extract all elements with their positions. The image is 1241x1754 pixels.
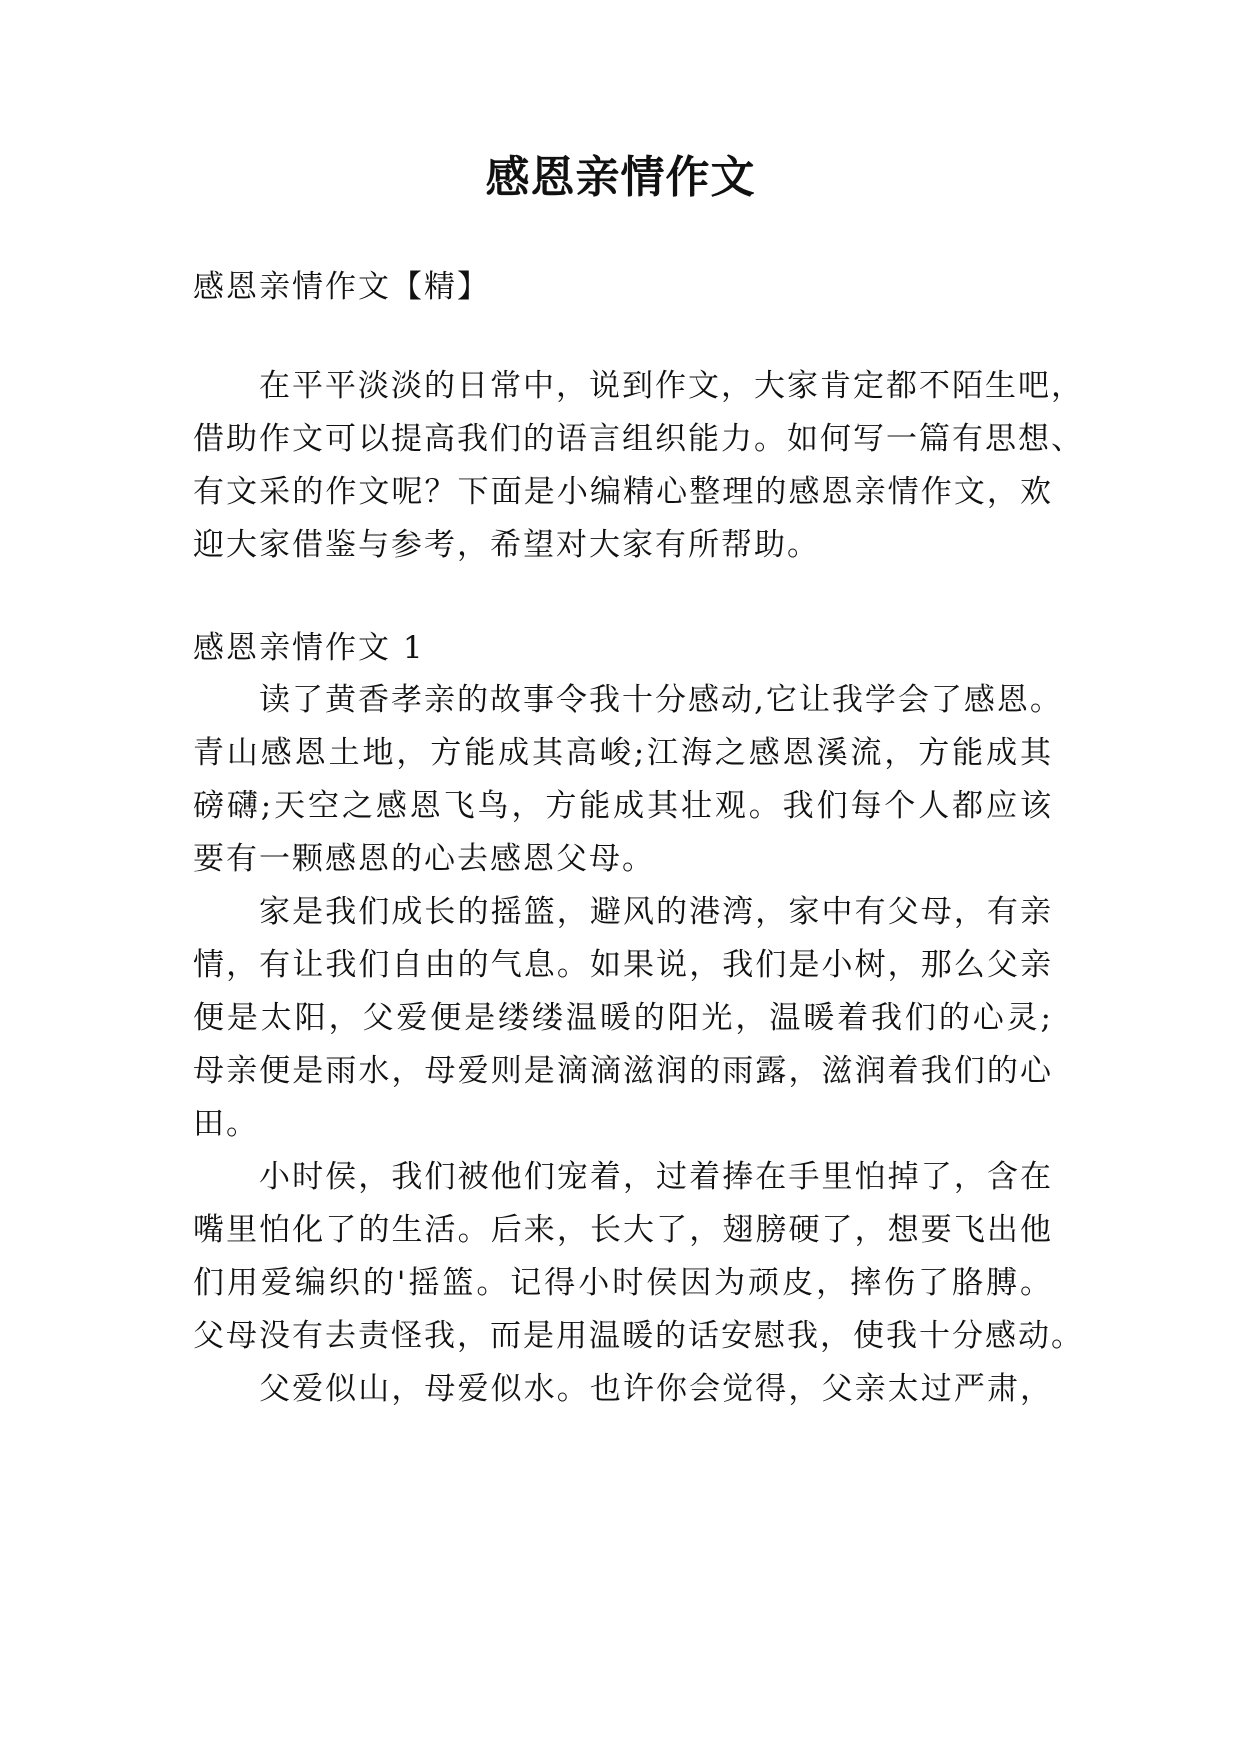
paragraph-line: 们用爱编织的'摇篮。记得小时侯因为顽皮，摔伤了胳膊。 (193, 1265, 1053, 1301)
paragraph-line: 青山感恩土地，方能成其高峻;江海之感恩溪流，方能成其 (193, 735, 1053, 771)
intro-line: 有文采的作文呢？下面是小编精心整理的感恩亲情作文，欢 (193, 474, 1053, 510)
paragraph-line: 家是我们成长的摇篮，避风的港湾，家中有父母，有亲 (259, 894, 1053, 930)
paragraph-line: 便是太阳，父爱便是缕缕温暖的阳光，温暖着我们的心灵; (193, 1000, 1053, 1036)
paragraph-line: 母亲便是雨水，母爱则是滴滴滋润的雨露，滋润着我们的心 (193, 1053, 1053, 1089)
paragraph-line: 要有一颗感恩的心去感恩父母。 (193, 841, 655, 877)
document-title: 感恩亲情作文 (485, 152, 756, 203)
paragraph-line: 父爱似山，母爱似水。也许你会觉得，父亲太过严肃， (259, 1371, 1053, 1407)
paragraph-line: 情，有让我们自由的气息。如果说，我们是小树，那么父亲 (193, 947, 1053, 983)
paragraph-line: 田。 (193, 1106, 259, 1142)
intro-line: 借助作文可以提高我们的语言组织能力。如何写一篇有思想、 (193, 421, 1084, 457)
intro-line: 迎大家借鉴与参考，希望对大家有所帮助。 (193, 527, 820, 563)
section-heading: 感恩亲情作文 1 (193, 630, 425, 666)
paragraph-line: 磅礴;天空之感恩飞鸟，方能成其壮观。我们每个人都应该 (193, 788, 1053, 824)
paragraph-line: 嘴里怕化了的生活。后来，长大了，翅膀硬了，想要飞出他 (193, 1212, 1053, 1248)
paragraph-line: 读了黄香孝亲的故事令我十分感动,它让我学会了感恩。 (259, 682, 1063, 718)
intro-line: 在平平淡淡的日常中，说到作文，大家肯定都不陌生吧， (259, 368, 1084, 404)
document-subtitle: 感恩亲情作文【精】 (193, 269, 490, 305)
paragraph-line: 小时侯，我们被他们宠着，过着捧在手里怕掉了，含在 (259, 1159, 1053, 1195)
paragraph-line: 父母没有去责怪我，而是用温暖的话安慰我，使我十分感动。 (193, 1318, 1084, 1354)
